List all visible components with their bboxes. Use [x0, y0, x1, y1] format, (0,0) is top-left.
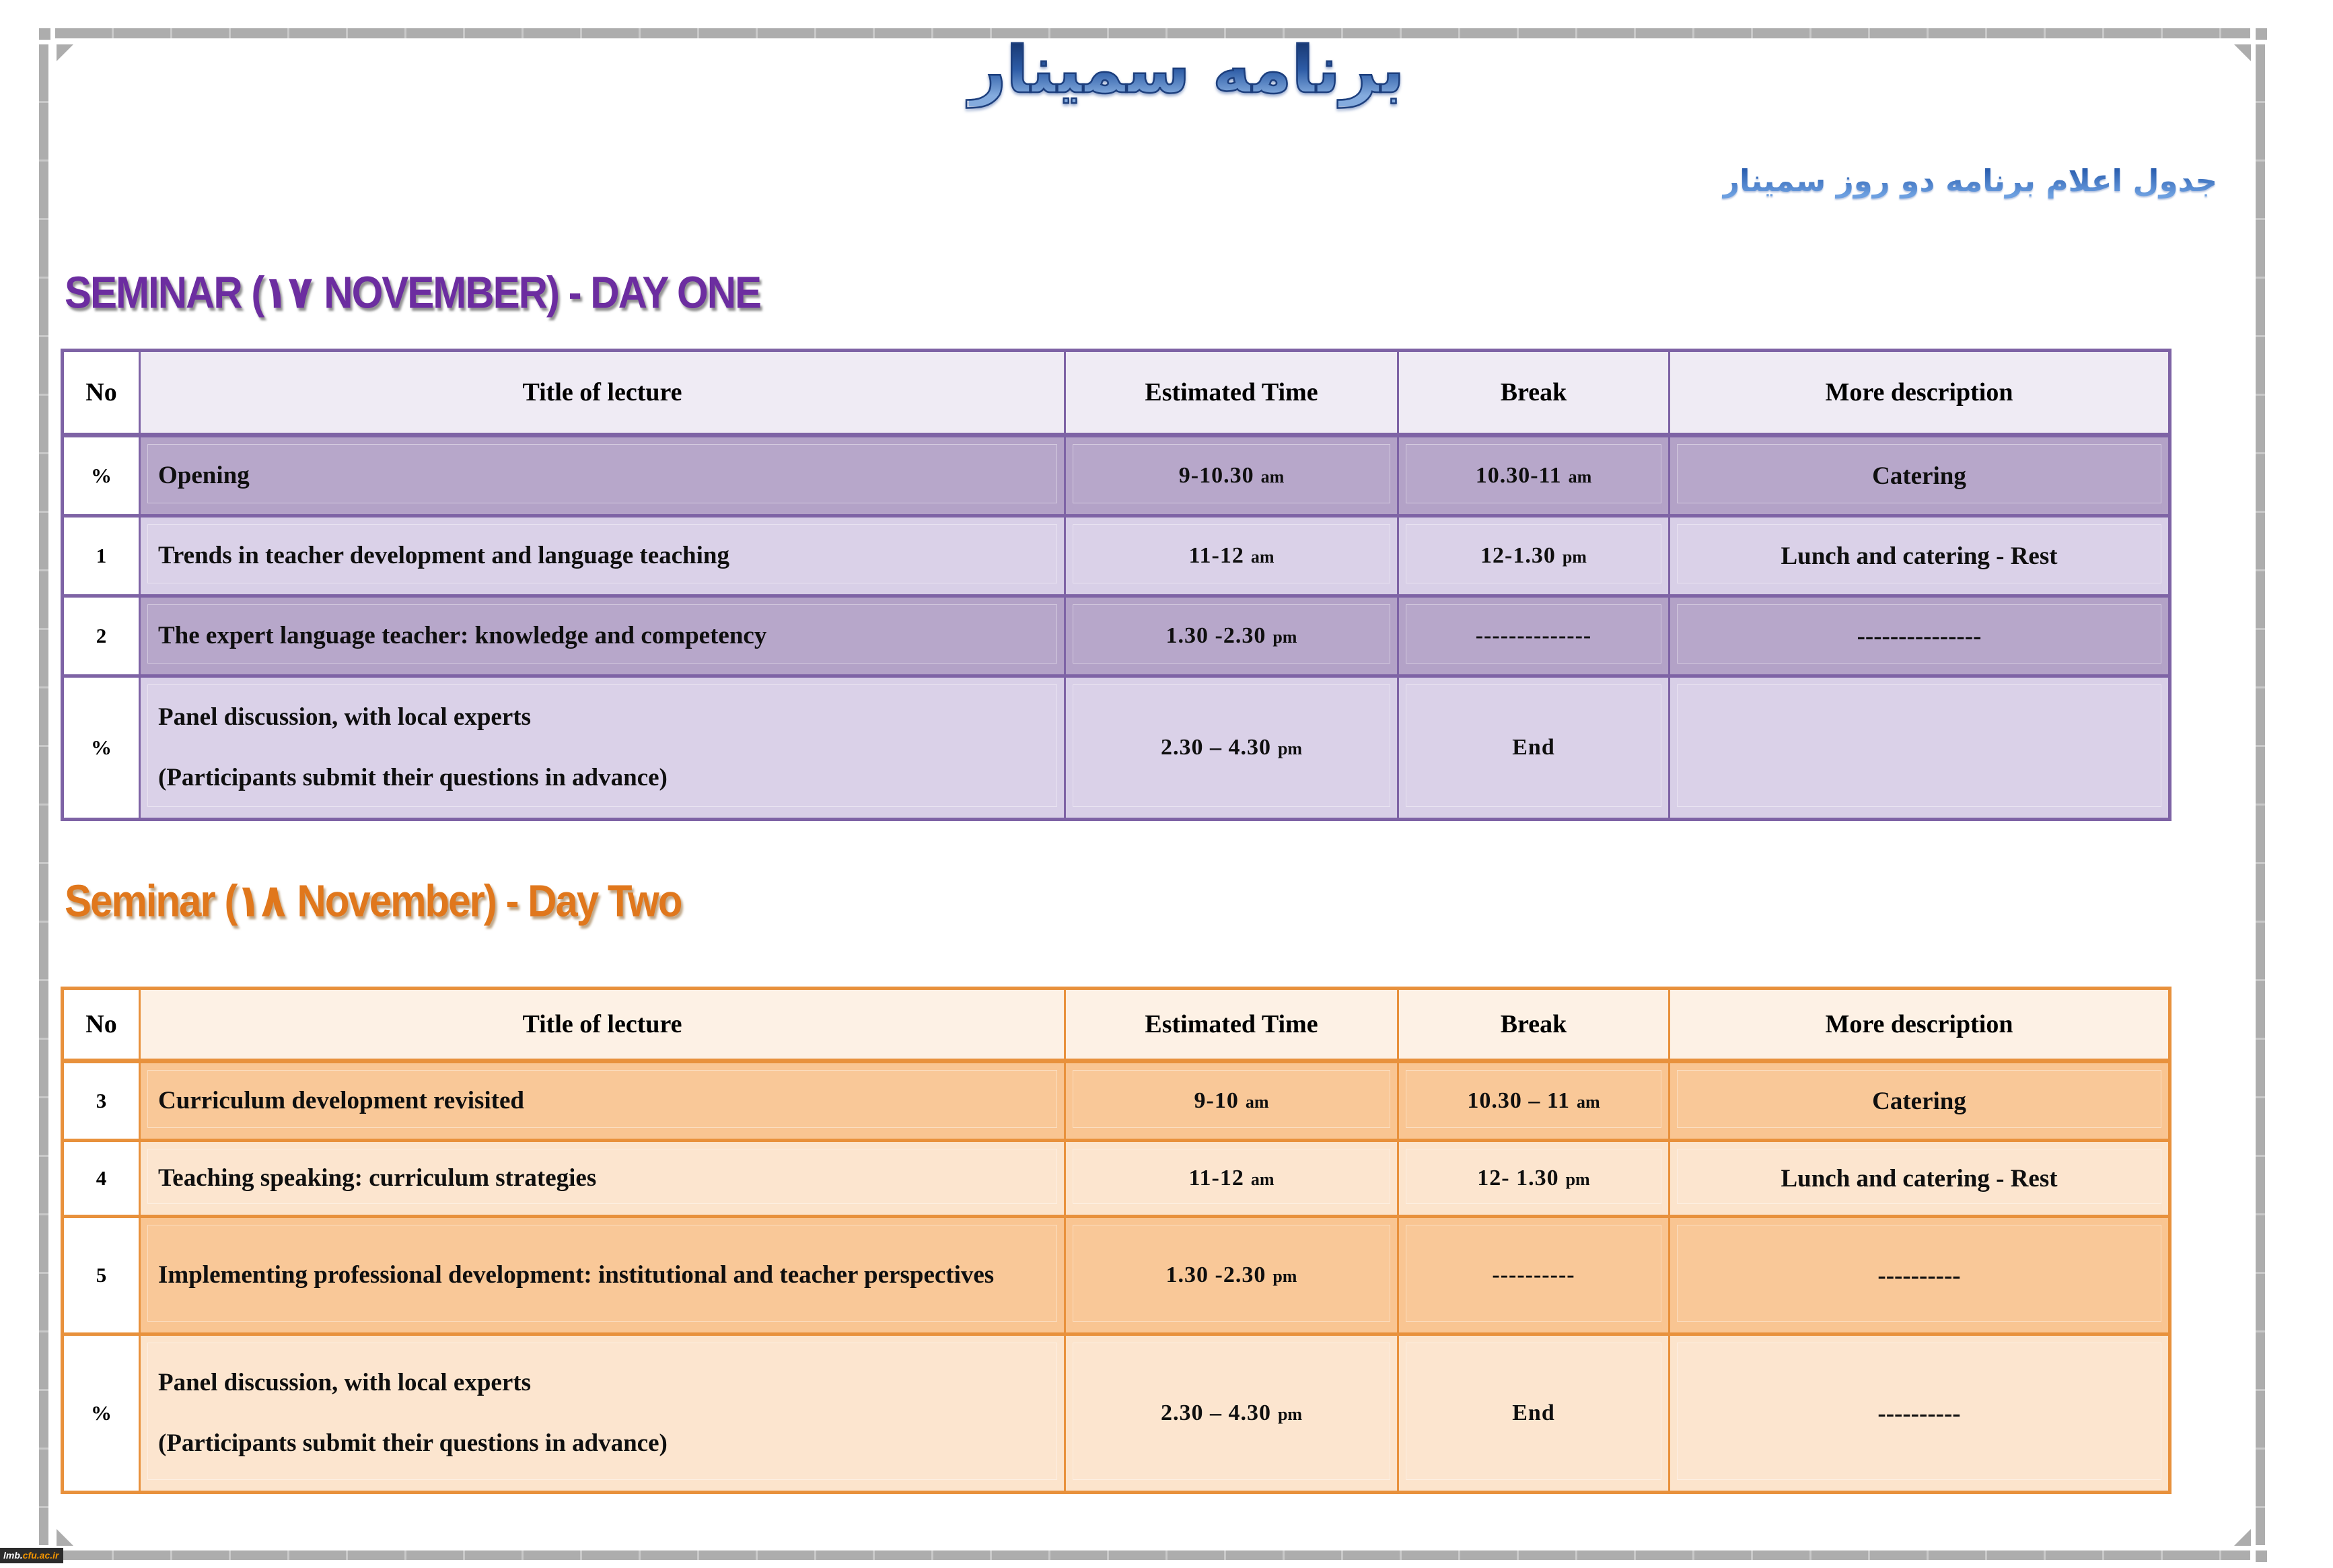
break-value: End — [1512, 1400, 1555, 1425]
break-suffix: am — [1568, 467, 1592, 487]
no-cell: 2 — [63, 596, 140, 676]
description-cell: Catering — [1670, 435, 2170, 516]
table-row — [63, 1334, 2170, 1493]
break-cell — [1398, 676, 1670, 820]
column-header-break: Break — [1398, 989, 1670, 1061]
break-suffix: pm — [1562, 547, 1587, 567]
column-header-title: Title of lecture — [140, 351, 1065, 435]
title-cell — [140, 1217, 1065, 1334]
lecture-title: Opening — [158, 461, 250, 489]
no-cell: % — [63, 435, 140, 516]
no-cell: 1 — [63, 516, 140, 596]
description-cell: ---------- — [1670, 1334, 2170, 1493]
time-suffix: am — [1245, 1092, 1269, 1112]
description-cell: Catering — [1670, 1061, 2170, 1141]
break-cell — [1398, 1217, 1670, 1334]
time-value: 11-12 — [1188, 543, 1244, 568]
table-row — [63, 1061, 2170, 1141]
break-cell — [1398, 1061, 1670, 1141]
time-suffix: pm — [1272, 1267, 1297, 1286]
lecture-title-line2: (Participants submit their questions in advance) — [158, 1429, 668, 1457]
title-cell — [140, 596, 1065, 676]
time-value: 9-10 — [1194, 1088, 1239, 1113]
time-cell — [1065, 596, 1398, 676]
break-value: 12-1.30 — [1480, 543, 1556, 568]
border-corner-bottom-right — [2256, 1551, 2267, 1562]
break-value: 12- 1.30 — [1477, 1166, 1559, 1190]
break-value: -------------- — [1475, 623, 1592, 648]
column-header-no: No — [63, 351, 140, 435]
title-cell — [140, 435, 1065, 516]
table-row — [63, 435, 2170, 516]
lecture-title: Teaching speaking: curriculum strategies — [158, 1164, 597, 1192]
time-cell — [1065, 1141, 1398, 1217]
column-header-time: Estimated Time — [1065, 351, 1398, 435]
break-value: 10.30 – 11 — [1467, 1088, 1570, 1113]
time-value: 9-10.30 — [1178, 463, 1254, 488]
time-cell — [1065, 516, 1398, 596]
table-row — [63, 516, 2170, 596]
table-row — [63, 676, 2170, 820]
column-header-description: More description — [1670, 989, 2170, 1061]
lecture-title: Panel discussion, with local experts — [158, 703, 531, 731]
watermark-domain: cfu.ac.ir — [22, 1550, 59, 1561]
border-triangle-bottom-left — [57, 1529, 73, 1546]
description-cell — [1670, 676, 2170, 820]
no-cell: % — [63, 676, 140, 820]
no-cell: % — [63, 1334, 140, 1493]
no-cell: 5 — [63, 1217, 140, 1334]
main-title-wordart: برنامه سمینار — [969, 32, 1405, 108]
time-suffix: pm — [1277, 1404, 1303, 1424]
lecture-title: Trends in teacher development and language teaching — [158, 541, 729, 569]
day-one-table — [61, 349, 2172, 821]
break-cell — [1398, 1334, 1670, 1493]
border-triangle-top-right — [2234, 44, 2251, 61]
border-bar-right — [2256, 44, 2265, 1545]
time-value: 1.30 -2.30 — [1165, 623, 1266, 648]
title-cell — [140, 1334, 1065, 1493]
time-suffix: pm — [1277, 739, 1303, 758]
day-two-table — [61, 987, 2172, 1494]
time-suffix: am — [1260, 467, 1285, 487]
time-cell — [1065, 1217, 1398, 1334]
time-cell — [1065, 1334, 1398, 1493]
day-one-heading: SEMINAR (١٧ NOVEMBER) - DAY ONE — [65, 267, 761, 318]
title-cell — [140, 516, 1065, 596]
border-bar-left — [39, 44, 48, 1545]
break-value: 10.30-11 — [1475, 463, 1562, 488]
column-header-title: Title of lecture — [140, 989, 1065, 1061]
break-cell — [1398, 1141, 1670, 1217]
border-triangle-bottom-right — [2234, 1529, 2251, 1546]
site-watermark — [0, 1548, 63, 1563]
lecture-title: Panel discussion, with local experts — [158, 1368, 531, 1396]
watermark-prefix: lmb. — [3, 1550, 23, 1561]
column-header-no: No — [63, 989, 140, 1061]
title-cell — [140, 1141, 1065, 1217]
no-cell: 4 — [63, 1141, 140, 1217]
time-value: 2.30 – 4.30 — [1160, 735, 1271, 760]
time-cell — [1065, 435, 1398, 516]
table-row — [63, 1141, 2170, 1217]
break-value: End — [1512, 735, 1555, 760]
table-row — [63, 1217, 2170, 1334]
title-cell — [140, 1061, 1065, 1141]
break-cell — [1398, 516, 1670, 596]
time-value: 11-12 — [1188, 1166, 1244, 1190]
border-corner-top-right — [2256, 28, 2267, 40]
time-value: 2.30 – 4.30 — [1160, 1400, 1271, 1425]
break-cell — [1398, 596, 1670, 676]
title-cell — [140, 676, 1065, 820]
time-suffix: pm — [1272, 627, 1297, 647]
description-cell: --------------- — [1670, 596, 2170, 676]
column-header-break: Break — [1398, 351, 1670, 435]
description-cell: Lunch and catering - Rest — [1670, 516, 2170, 596]
persian-subtitle: جدول اعلام برنامه دو روز سمینار — [1722, 163, 2217, 199]
description-cell: Lunch and catering - Rest — [1670, 1141, 2170, 1217]
day-one-header-row — [63, 351, 2170, 435]
lecture-title: The expert language teacher: knowledge and competency — [158, 621, 767, 649]
time-cell — [1065, 1061, 1398, 1141]
border-triangle-top-left — [57, 44, 73, 61]
table-row — [63, 596, 2170, 676]
break-suffix: am — [1576, 1092, 1600, 1112]
lecture-title-line2: (Participants submit their questions in advance) — [158, 764, 668, 791]
time-cell — [1065, 676, 1398, 820]
time-suffix: am — [1250, 547, 1275, 567]
break-value: ---------- — [1492, 1262, 1575, 1287]
time-suffix: am — [1250, 1170, 1275, 1189]
description-cell: ---------- — [1670, 1217, 2170, 1334]
border-bar-bottom — [55, 1551, 2250, 1560]
break-suffix: pm — [1565, 1170, 1590, 1189]
break-cell — [1398, 435, 1670, 516]
day-two-heading: Seminar (١٨ November) - Day Two — [65, 876, 682, 927]
column-header-description: More description — [1670, 351, 2170, 435]
time-value: 1.30 -2.30 — [1165, 1262, 1266, 1287]
border-corner-top-left — [39, 28, 50, 40]
lecture-title: Implementing professional development: institutional and teacher perspectives — [158, 1260, 995, 1289]
no-cell: 3 — [63, 1061, 140, 1141]
day-two-header-row — [63, 989, 2170, 1061]
lecture-title: Curriculum development revisited — [158, 1086, 524, 1114]
column-header-time: Estimated Time — [1065, 989, 1398, 1061]
